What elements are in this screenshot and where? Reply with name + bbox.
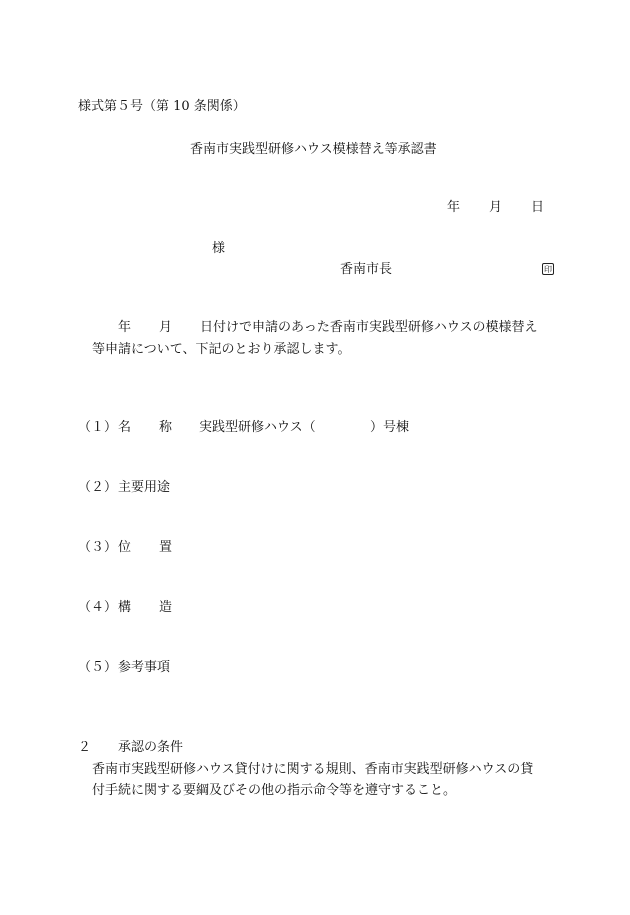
item-4-label-a: 構 <box>118 600 132 615</box>
item-5-label: 参考事項 <box>118 660 171 675</box>
form-number: 様式第５号（第 10 条関係） <box>78 99 246 114</box>
addressee-suffix: 様 <box>212 241 226 256</box>
item-4-number: （４） <box>78 600 118 615</box>
date-day: 日 <box>531 200 545 215</box>
conditions-heading: 承認の条件 <box>118 740 184 755</box>
seal-mark: 印 <box>544 265 552 274</box>
conditions-line1: 香南市実践型研修ハウス貸付けに関する規則、香南市実践型研修ハウスの貸 <box>92 762 534 777</box>
item-5-number: （５） <box>78 660 118 675</box>
item-1-value-end: ）号棟 <box>370 420 410 435</box>
item-1-value: 実践型研修ハウス（ <box>199 420 316 435</box>
item-2-label: 主要用途 <box>118 480 171 495</box>
item-3-label-a: 位 <box>118 540 132 555</box>
body-line2: 等申請について、下記のとおり承認します。 <box>92 342 351 357</box>
date-month: 月 <box>489 200 503 215</box>
conditions-number: ２ <box>78 740 92 755</box>
document-title: 香南市実践型研修ハウス模様替え等承認書 <box>190 142 437 157</box>
item-1-label-a: 名 <box>118 420 132 435</box>
body-line1: 日付けで申請のあった香南市実践型研修ハウスの模様替え <box>200 320 538 335</box>
conditions-line2: 付手続に関する要綱及びその他の指示命令等を遵守すること。 <box>92 783 457 798</box>
item-1-label-b: 称 <box>159 420 173 435</box>
issuer-name: 香南市長 <box>340 262 393 277</box>
item-2-number: （２） <box>78 480 118 495</box>
body-month: 月 <box>159 320 173 335</box>
item-1-number: （１） <box>78 420 118 435</box>
item-4-label-b: 造 <box>159 600 173 615</box>
item-3-number: （３） <box>78 540 118 555</box>
body-year: 年 <box>118 320 132 335</box>
item-3-label-b: 置 <box>159 540 173 555</box>
date-year: 年 <box>447 200 461 215</box>
